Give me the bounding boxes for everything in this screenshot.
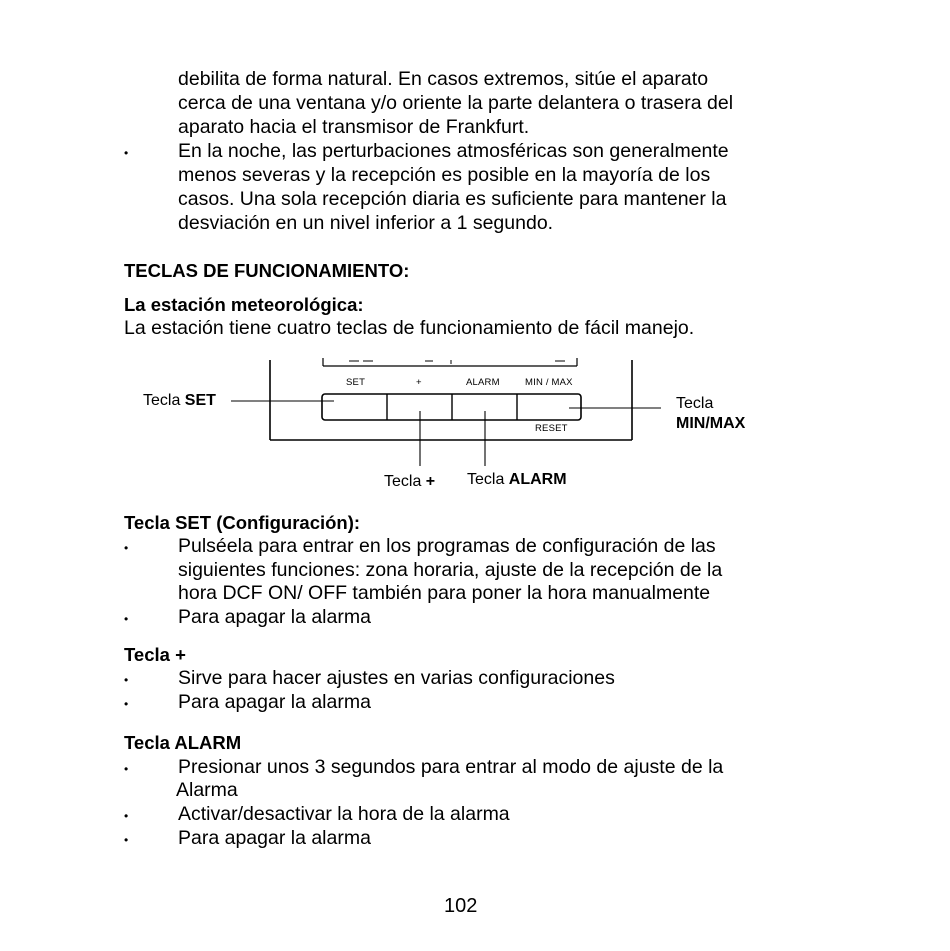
bullet-text-line: siguientes funciones: zona horaria, ajuste de la recepción de la bbox=[178, 559, 723, 581]
bullet-marker: • bbox=[124, 833, 129, 847]
bullet-text-line: hora DCF ON/ OFF también para poner la hora manualmente bbox=[178, 582, 711, 604]
key-label-reset: RESET bbox=[535, 423, 568, 434]
callout-prefix: Tecla bbox=[384, 473, 426, 490]
section-heading-alarm: Tecla ALARM bbox=[124, 732, 242, 753]
callout-minmax-key: MIN/MAX bbox=[676, 415, 746, 432]
bullet-text-line: Alarma bbox=[176, 779, 238, 801]
bullet-text-line: desviación en un nivel inferior a 1 segundo. bbox=[178, 212, 554, 234]
section-heading: TECLAS DE FUNCIONAMIENTO: bbox=[124, 260, 410, 281]
section-heading-plus: Tecla + bbox=[124, 644, 186, 665]
callout-plus bbox=[384, 472, 435, 492]
callout-prefix: Tecla bbox=[143, 392, 185, 409]
bullet-marker: • bbox=[124, 809, 129, 823]
callout-alarm bbox=[467, 470, 567, 490]
callout-set bbox=[143, 391, 216, 411]
callout-key: SET bbox=[184, 392, 216, 409]
callout-minmax-prefix: Tecla bbox=[676, 395, 714, 412]
paragraph-line: aparato hacia el transmisor de Frankfurt. bbox=[178, 116, 530, 138]
bullet-text-line: Sirve para hacer ajustes en varias configuraciones bbox=[178, 667, 615, 689]
paragraph-line: cerca de una ventana y/o oriente la parte delantera o trasera del bbox=[178, 92, 734, 114]
bullet-text-line: casos. Una sola recepción diaria es suficiente para mantener la bbox=[178, 188, 727, 210]
page-number: 102 bbox=[444, 895, 478, 917]
bullet-text-line: Para apagar la alarma bbox=[178, 827, 371, 849]
key-label-minmax: MIN / MAX bbox=[525, 377, 573, 388]
bullet-marker: • bbox=[124, 612, 129, 626]
key-label-set: SET bbox=[346, 377, 366, 388]
bullet-marker: • bbox=[124, 697, 129, 711]
subheading: La estación meteorológica: bbox=[124, 294, 364, 315]
callout-key: + bbox=[425, 473, 436, 490]
bullet-text-line: menos severas y la recepción es posible en la mayoría de los bbox=[178, 164, 711, 186]
key-label-plus: + bbox=[416, 377, 422, 388]
bullet-marker: • bbox=[124, 146, 129, 160]
callout-key: ALARM bbox=[508, 471, 567, 488]
intro-text: La estación tiene cuatro teclas de funcionamiento de fácil manejo. bbox=[124, 317, 695, 339]
bullet-text-line: Pulséela para entrar en los programas de configuración de las bbox=[178, 535, 716, 557]
bullet-marker: • bbox=[124, 541, 129, 555]
bullet-text-line: Para apagar la alarma bbox=[178, 691, 371, 713]
key-label-alarm: ALARM bbox=[466, 377, 500, 388]
callout-prefix: Tecla bbox=[467, 471, 509, 488]
bullet-text-line: En la noche, las perturbaciones atmosféricas son generalmente bbox=[178, 140, 729, 162]
paragraph-line: debilita de forma natural. En casos extremos, sitúe el aparato bbox=[178, 68, 709, 90]
bullet-text-line: Activar/desactivar la hora de la alarma bbox=[178, 803, 510, 825]
bullet-text-line: Para apagar la alarma bbox=[178, 606, 371, 628]
bullet-marker: • bbox=[124, 762, 129, 776]
bullet-text-line: Presionar unos 3 segundos para entrar al modo de ajuste de la bbox=[178, 756, 724, 778]
section-heading-set: Tecla SET (Configuración): bbox=[124, 512, 361, 533]
bullet-marker: • bbox=[124, 673, 129, 687]
